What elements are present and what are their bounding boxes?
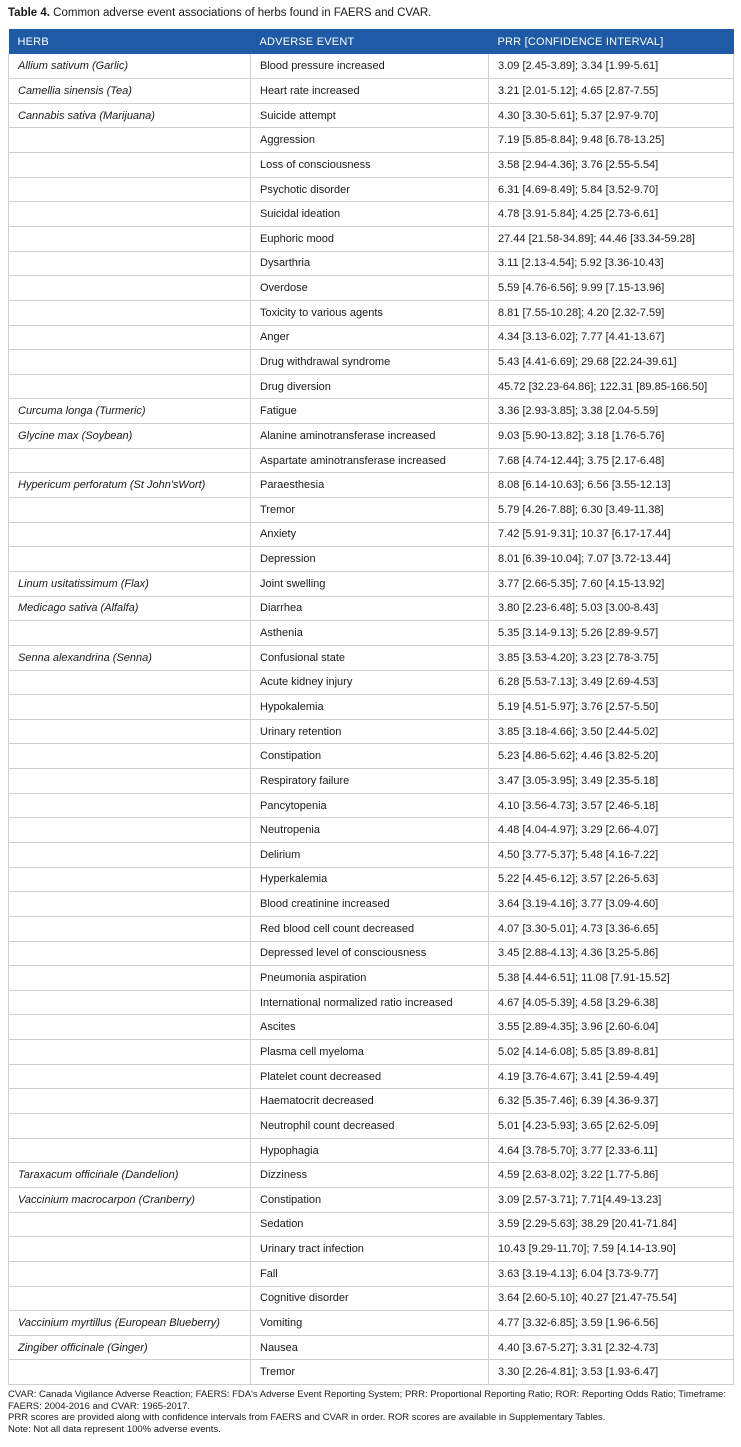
herb-cell [9,202,251,227]
prr-cell: 4.48 [4.04-4.97]; 3.29 [2.66-4.07] [489,818,734,843]
herb-cell [9,719,251,744]
table-row [9,547,734,572]
prr-cell: 4.19 [3.76-4.67]; 3.41 [2.59-4.49] [489,1064,734,1089]
table-row [9,1040,734,1065]
adverse-event-table [8,29,734,1385]
table-row [9,54,734,79]
adverse-event-cell: Blood creatinine increased [251,892,489,917]
prr-cell: 3.09 [2.45-3.89]; 3.34 [1.99-5.61] [489,54,734,79]
table-row [9,1114,734,1139]
adverse-event-cell: Neutrophil count decreased [251,1114,489,1139]
column-header-herb: HERB [17,35,49,48]
prr-cell: 4.67 [4.05-5.39]; 4.58 [3.29-6.38] [489,990,734,1015]
prr-cell: 4.07 [3.30-5.01]; 4.73 [3.36-6.65] [489,916,734,941]
table-row [9,103,734,128]
prr-cell: 7.68 [4.74-12.44]; 3.75 [2.17-6.48] [489,448,734,473]
herb-cell [9,153,251,178]
herb-cell [9,374,251,399]
adverse-event-cell: Anxiety [251,522,489,547]
herb-cell [9,325,251,350]
herb-cell [9,276,251,301]
table-row [9,892,734,917]
table-row [9,867,734,892]
adverse-event-cell: Platelet count decreased [251,1064,489,1089]
herb-cell: Zingiber officinale (Ginger) [9,1335,251,1360]
table-row [9,202,734,227]
adverse-event-cell: Diarrhea [251,596,489,621]
prr-cell: 4.59 [2.63-8.02]; 3.22 [1.77-5.86] [489,1163,734,1188]
table-row [9,695,734,720]
adverse-event-cell: Urinary tract infection [251,1237,489,1262]
prr-cell: 3.30 [2.26-4.81]; 3.53 [1.93-6.47] [489,1360,734,1385]
adverse-event-cell: Anger [251,325,489,350]
prr-cell: 8.01 [6.39-10.04]; 7.07 [3.72-13.44] [489,547,734,572]
table-row [9,916,734,941]
adverse-event-cell: Hyperkalemia [251,867,489,892]
prr-cell: 3.58 [2.94-4.36]; 3.76 [2.55-5.54] [489,153,734,178]
table-row [9,843,734,868]
table-row [9,1335,734,1360]
prr-cell: 3.55 [2.89-4.35]; 3.96 [2.60-6.04] [489,1015,734,1040]
prr-cell: 3.85 [3.18-4.66]; 3.50 [2.44-5.02] [489,719,734,744]
table-footnotes [8,1389,736,1435]
herb-cell [9,177,251,202]
adverse-event-cell: Red blood cell count decreased [251,916,489,941]
adverse-event-cell: Constipation [251,744,489,769]
herb-cell [9,892,251,917]
adverse-event-cell: Overdose [251,276,489,301]
adverse-event-cell: Depressed level of consciousness [251,941,489,966]
adverse-event-cell: Suicide attempt [251,103,489,128]
adverse-event-cell: Plasma cell myeloma [251,1040,489,1065]
adverse-event-cell: Psychotic disorder [251,177,489,202]
herb-cell [9,1064,251,1089]
adverse-event-cell: Urinary retention [251,719,489,744]
prr-cell: 4.30 [3.30-5.61]; 5.37 [2.97-9.70] [489,103,734,128]
adverse-event-cell: Neutropenia [251,818,489,843]
adverse-event-cell: Loss of consciousness [251,153,489,178]
prr-cell: 5.43 [4.41-6.69]; 29.68 [22.24-39.61] [489,350,734,375]
footnote-note: Note: Not all data represent 100% adverse events. [8,1423,221,1435]
prr-cell: 3.11 [2.13-4.54]; 5.92 [3.36-10.43] [489,251,734,276]
prr-cell: 5.02 [4.14-6.08]; 5.85 [3.89-8.81] [489,1040,734,1065]
herb-cell [9,941,251,966]
adverse-event-cell: Depression [251,547,489,572]
herb-cell: Camellia sinensis (Tea) [9,79,251,104]
prr-cell: 5.38 [4.44-6.51]; 11.08 [7.91-15.52] [489,966,734,991]
herb-cell [9,1138,251,1163]
adverse-event-cell: Toxicity to various agents [251,300,489,325]
herb-cell [9,350,251,375]
adverse-event-cell: Hypophagia [251,1138,489,1163]
herb-cell: Medicago sativa (Alfalfa) [9,596,251,621]
footnote-abbreviations: CVAR: Canada Vigilance Adverse Reaction; FAERS: FDA's Adverse Event Reporting System; PRR: Proportional Reporting Ratio; ROR: Reporting Odds Ratio; Timeframe: FAERS: 2004-2016 and CVAR: 1965-2017. [8,1389,726,1412]
footnote-prr-scores: PRR scores are provided along with confidence intervals from FAERS and CVAR in order. ROR scores are available in Supplementary Tables. [8,1412,606,1423]
adverse-event-cell: Confusional state [251,645,489,670]
prr-cell: 3.80 [2.23-6.48]; 5.03 [3.00-8.43] [489,596,734,621]
adverse-event-cell: Dizziness [251,1163,489,1188]
table-row [9,670,734,695]
table-row [9,1360,734,1385]
herb-cell [9,1015,251,1040]
adverse-event-cell: International normalized ratio increased [251,990,489,1015]
table-row [9,990,734,1015]
table-row [9,300,734,325]
herb-cell: Vaccinium macrocarpon (Cranberry) [9,1187,251,1212]
table-row [9,719,734,744]
prr-cell: 9.03 [5.90-13.82]; 3.18 [1.76-5.76] [489,424,734,449]
prr-cell: 7.42 [5.91-9.31]; 10.37 [6.17-17.44] [489,522,734,547]
adverse-event-cell: Acute kidney injury [251,670,489,695]
adverse-event-cell: Drug withdrawal syndrome [251,350,489,375]
adverse-event-cell: Respiratory failure [251,769,489,794]
herb-cell: Hypericum perforatum (St John'sWort) [9,473,251,498]
prr-cell: 3.63 [3.19-4.13]; 6.04 [3.73-9.77] [489,1261,734,1286]
table-row [9,522,734,547]
table-row [9,1212,734,1237]
table-row [9,1089,734,1114]
herb-cell [9,990,251,1015]
prr-cell: 8.81 [7.55-10.28]; 4.20 [2.32-7.59] [489,300,734,325]
prr-cell: 27.44 [21.58-34.89]; 44.46 [33.34-59.28] [489,226,734,251]
table-row [9,424,734,449]
table-row [9,1187,734,1212]
herb-cell [9,1237,251,1262]
adverse-event-cell: Nausea [251,1335,489,1360]
table-row [9,818,734,843]
herb-cell [9,300,251,325]
herb-cell [9,818,251,843]
herb-cell [9,695,251,720]
herb-cell [9,251,251,276]
adverse-event-cell: Asthenia [251,621,489,646]
adverse-event-cell: Aspartate aminotransferase increased [251,448,489,473]
adverse-event-cell: Paraesthesia [251,473,489,498]
herb-cell: Glycine max (Soybean) [9,424,251,449]
herb-cell [9,522,251,547]
prr-cell: 3.21 [2.01-5.12]; 4.65 [2.87-7.55] [489,79,734,104]
adverse-event-cell: Drug diversion [251,374,489,399]
adverse-event-cell: Dysarthria [251,251,489,276]
adverse-event-cell: Blood pressure increased [251,54,489,79]
herb-cell [9,547,251,572]
herb-cell [9,916,251,941]
herb-cell [9,128,251,153]
prr-cell: 3.85 [3.53-4.20]; 3.23 [2.78-3.75] [489,645,734,670]
table-row [9,177,734,202]
herb-cell [9,744,251,769]
table-row [9,966,734,991]
prr-cell: 3.45 [2.88-4.13]; 4.36 [3.25-5.86] [489,941,734,966]
prr-cell: 45.72 [32.23-64.86]; 122.31 [89.85-166.50] [489,374,734,399]
table-row [9,941,734,966]
herb-cell [9,793,251,818]
prr-cell: 4.64 [3.78-5.70]; 3.77 [2.33-6.11] [489,1138,734,1163]
prr-cell: 3.47 [3.05-3.95]; 3.49 [2.35-5.18] [489,769,734,794]
table-row [9,1311,734,1336]
herb-cell [9,1261,251,1286]
herb-cell [9,670,251,695]
prr-cell: 4.40 [3.67-5.27]; 3.31 [2.32-4.73] [489,1335,734,1360]
table-row [9,276,734,301]
herb-cell: Senna alexandrina (Senna) [9,645,251,670]
adverse-event-cell: Constipation [251,1187,489,1212]
table-row [9,374,734,399]
table-body [9,54,734,1385]
prr-cell: 8.08 [6.14-10.63]; 6.56 [3.55-12.13] [489,473,734,498]
prr-cell: 7.19 [5.85-8.84]; 9.48 [6.78-13.25] [489,128,734,153]
herb-cell: Linum usitatissimum (Flax) [9,571,251,596]
prr-cell: 5.19 [4.51-5.97]; 3.76 [2.57-5.50] [489,695,734,720]
prr-cell: 4.34 [3.13-6.02]; 7.77 [4.41-13.67] [489,325,734,350]
herb-cell: Curcuma longa (Turmeric) [9,399,251,424]
herb-cell: Vaccinium myrtillus (European Blueberry) [9,1311,251,1336]
herb-cell [9,1360,251,1385]
table-row [9,1138,734,1163]
adverse-event-cell: Vomiting [251,1311,489,1336]
table-row [9,571,734,596]
table-row [9,645,734,670]
prr-cell: 5.35 [3.14-9.13]; 5.26 [2.89-9.57] [489,621,734,646]
herb-cell [9,1089,251,1114]
table-caption [8,6,431,20]
table-row [9,399,734,424]
adverse-event-cell: Alanine aminotransferase increased [251,424,489,449]
prr-cell: 4.78 [3.91-5.84]; 4.25 [2.73-6.61] [489,202,734,227]
prr-cell: 3.64 [3.19-4.16]; 3.77 [3.09-4.60] [489,892,734,917]
prr-cell: 4.77 [3.32-6.85]; 3.59 [1.96-6.56] [489,1311,734,1336]
table-row [9,621,734,646]
table-row [9,226,734,251]
herb-cell: Taraxacum officinale (Dandelion) [9,1163,251,1188]
adverse-event-cell: Fatigue [251,399,489,424]
herb-cell [9,448,251,473]
adverse-event-cell: Fall [251,1261,489,1286]
table-row [9,1286,734,1311]
adverse-event-cell: Pancytopenia [251,793,489,818]
table-row [9,744,734,769]
herb-cell [9,867,251,892]
prr-cell: 5.79 [4.26-7.88]; 6.30 [3.49-11.38] [489,498,734,523]
table-row [9,325,734,350]
adverse-event-cell: Heart rate increased [251,79,489,104]
table-row [9,1261,734,1286]
prr-cell: 3.64 [2.60-5.10]; 40.27 [21.47-75.54] [489,1286,734,1311]
table-row [9,793,734,818]
adverse-event-cell: Pneumonia aspiration [251,966,489,991]
herb-cell [9,498,251,523]
prr-cell: 5.23 [4.86-5.62]; 4.46 [3.82-5.20] [489,744,734,769]
herb-cell [9,226,251,251]
table-row [9,1163,734,1188]
herb-cell [9,1286,251,1311]
herb-cell [9,1040,251,1065]
table-label: Table 4. [8,7,50,19]
table-row [9,1064,734,1089]
adverse-event-cell: Joint swelling [251,571,489,596]
adverse-event-cell: Haematocrit decreased [251,1089,489,1114]
prr-cell: 4.50 [3.77-5.37]; 5.48 [4.16-7.22] [489,843,734,868]
column-header-prr: PRR [CONFIDENCE INTERVAL] [497,35,664,48]
table-row [9,251,734,276]
table-row [9,1015,734,1040]
table-row [9,153,734,178]
herb-cell: Allium sativum (Garlic) [9,54,251,79]
herb-cell [9,621,251,646]
prr-cell: 3.36 [2.93-3.85]; 3.38 [2.04-5.59] [489,399,734,424]
adverse-event-cell: Cognitive disorder [251,1286,489,1311]
herb-cell [9,1114,251,1139]
table-row [9,350,734,375]
adverse-event-cell: Hypokalemia [251,695,489,720]
prr-cell: 4.10 [3.56-4.73]; 3.57 [2.46-5.18] [489,793,734,818]
prr-cell: 5.59 [4.76-6.56]; 9.99 [7.15-13.96] [489,276,734,301]
herb-cell [9,966,251,991]
column-header-adverse-event: ADVERSE EVENT [259,35,355,48]
table-row [9,448,734,473]
table-row [9,498,734,523]
table-row [9,1237,734,1262]
prr-cell: 5.01 [4.23-5.93]; 3.65 [2.62-5.09] [489,1114,734,1139]
adverse-event-cell: Ascites [251,1015,489,1040]
adverse-event-cell: Delirium [251,843,489,868]
prr-cell: 3.59 [2.29-5.63]; 38.29 [20.41-71.84] [489,1212,734,1237]
adverse-event-cell: Aggression [251,128,489,153]
table-row [9,769,734,794]
prr-cell: 6.31 [4.69-8.49]; 5.84 [3.52-9.70] [489,177,734,202]
table-row [9,128,734,153]
table-row [9,596,734,621]
adverse-event-cell: Tremor [251,1360,489,1385]
prr-cell: 3.09 [2.57-3.71]; 7.71[4.49-13.23] [489,1187,734,1212]
prr-cell: 6.28 [5.53-7.13]; 3.49 [2.69-4.53] [489,670,734,695]
herb-cell [9,769,251,794]
prr-cell: 6.32 [5.35-7.46]; 6.39 [4.36-9.37] [489,1089,734,1114]
table-header-row [9,29,734,54]
prr-cell: 3.77 [2.66-5.35]; 7.60 [4.15-13.92] [489,571,734,596]
table-title: Common adverse event associations of herbs found in FAERS and CVAR. [53,7,432,19]
adverse-event-cell: Sedation [251,1212,489,1237]
adverse-event-cell: Euphoric mood [251,226,489,251]
adverse-event-cell: Tremor [251,498,489,523]
prr-cell: 5.22 [4.45-6.12]; 3.57 [2.26-5.63] [489,867,734,892]
herb-cell [9,843,251,868]
table-row [9,79,734,104]
adverse-event-cell: Suicidal ideation [251,202,489,227]
prr-cell: 10.43 [9.29-11.70]; 7.59 [4.14-13.90] [489,1237,734,1262]
herb-cell: Cannabis sativa (Marijuana) [9,103,251,128]
herb-cell [9,1212,251,1237]
table-row [9,473,734,498]
